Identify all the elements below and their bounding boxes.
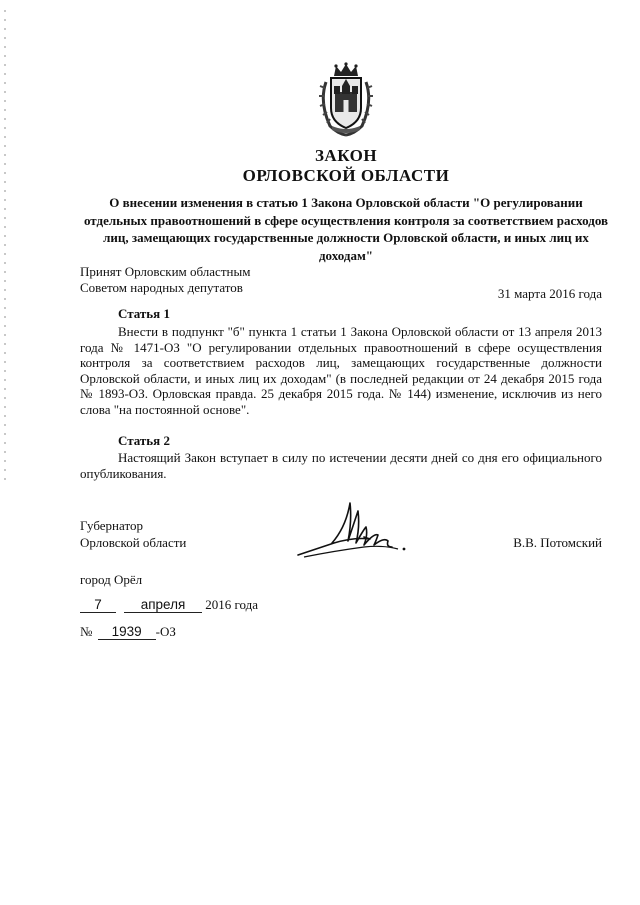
governor-title bbox=[80, 517, 186, 551]
article-2-heading: Статья 2 bbox=[118, 433, 170, 448]
signing-date bbox=[80, 597, 258, 613]
signing-day: 7 bbox=[80, 597, 116, 613]
governor-line-2: Орловской области bbox=[80, 535, 187, 550]
scan-edge-marks bbox=[4, 10, 6, 480]
governor-signature bbox=[294, 497, 412, 563]
article-2-text: Настоящий Закон вступает в силу по истечении десяти дней со дня его официального опубликования. bbox=[80, 450, 602, 481]
adopted-line-1: Принят Орловским областным bbox=[80, 264, 251, 279]
adopted-date: 31 марта 2016 года bbox=[497, 286, 602, 301]
adopted-line-2: Советом народных депутатов bbox=[80, 280, 243, 295]
law-number-value: 1939 bbox=[98, 624, 156, 640]
governor-name: В.В. Потомский bbox=[513, 535, 602, 550]
article-1-heading: Статья 1 bbox=[118, 306, 170, 321]
law-number bbox=[80, 624, 176, 640]
signing-month: апреля bbox=[124, 597, 202, 613]
adopted-by bbox=[80, 264, 250, 296]
governor-line-1: Губернатор bbox=[80, 518, 143, 533]
law-number-prefix: № bbox=[80, 624, 93, 639]
law-number-suffix: -ОЗ bbox=[155, 624, 176, 639]
law-title: ЗАКОН bbox=[314, 146, 378, 165]
law-region: ОРЛОВСКОЙ ОБЛАСТИ bbox=[242, 166, 450, 185]
signing-year: 2016 года bbox=[205, 597, 259, 612]
law-subject: О внесении изменения в статью 1 Закона Орловской области "О регулировании отдельных правоотношений в сфере осуществления контроля за соответствием расходов лиц, замещающих государственные должности Орловской области, и иных лиц их доходам" bbox=[83, 195, 609, 263]
city: город Орёл bbox=[80, 572, 143, 587]
article-1-text: Внести в подпункт "б" пункта 1 статьи 1 Закона Орловской области от 13 апреля 2013 года № 1471-ОЗ "О регулировании отдельных правоотношений в сфере осуществления контроля за соответствием расходов лиц, замещающих государственные должности Орловской области, и иных лиц их доходам" (в последней редакции от 24 декабря 2015 года № 1893-ОЗ. Орловская правда. 25 декабря 2015 года. № 144) изменение, исключив из него слова "на постоянной основе". bbox=[80, 324, 602, 417]
coat-of-arms-icon bbox=[316, 62, 376, 138]
